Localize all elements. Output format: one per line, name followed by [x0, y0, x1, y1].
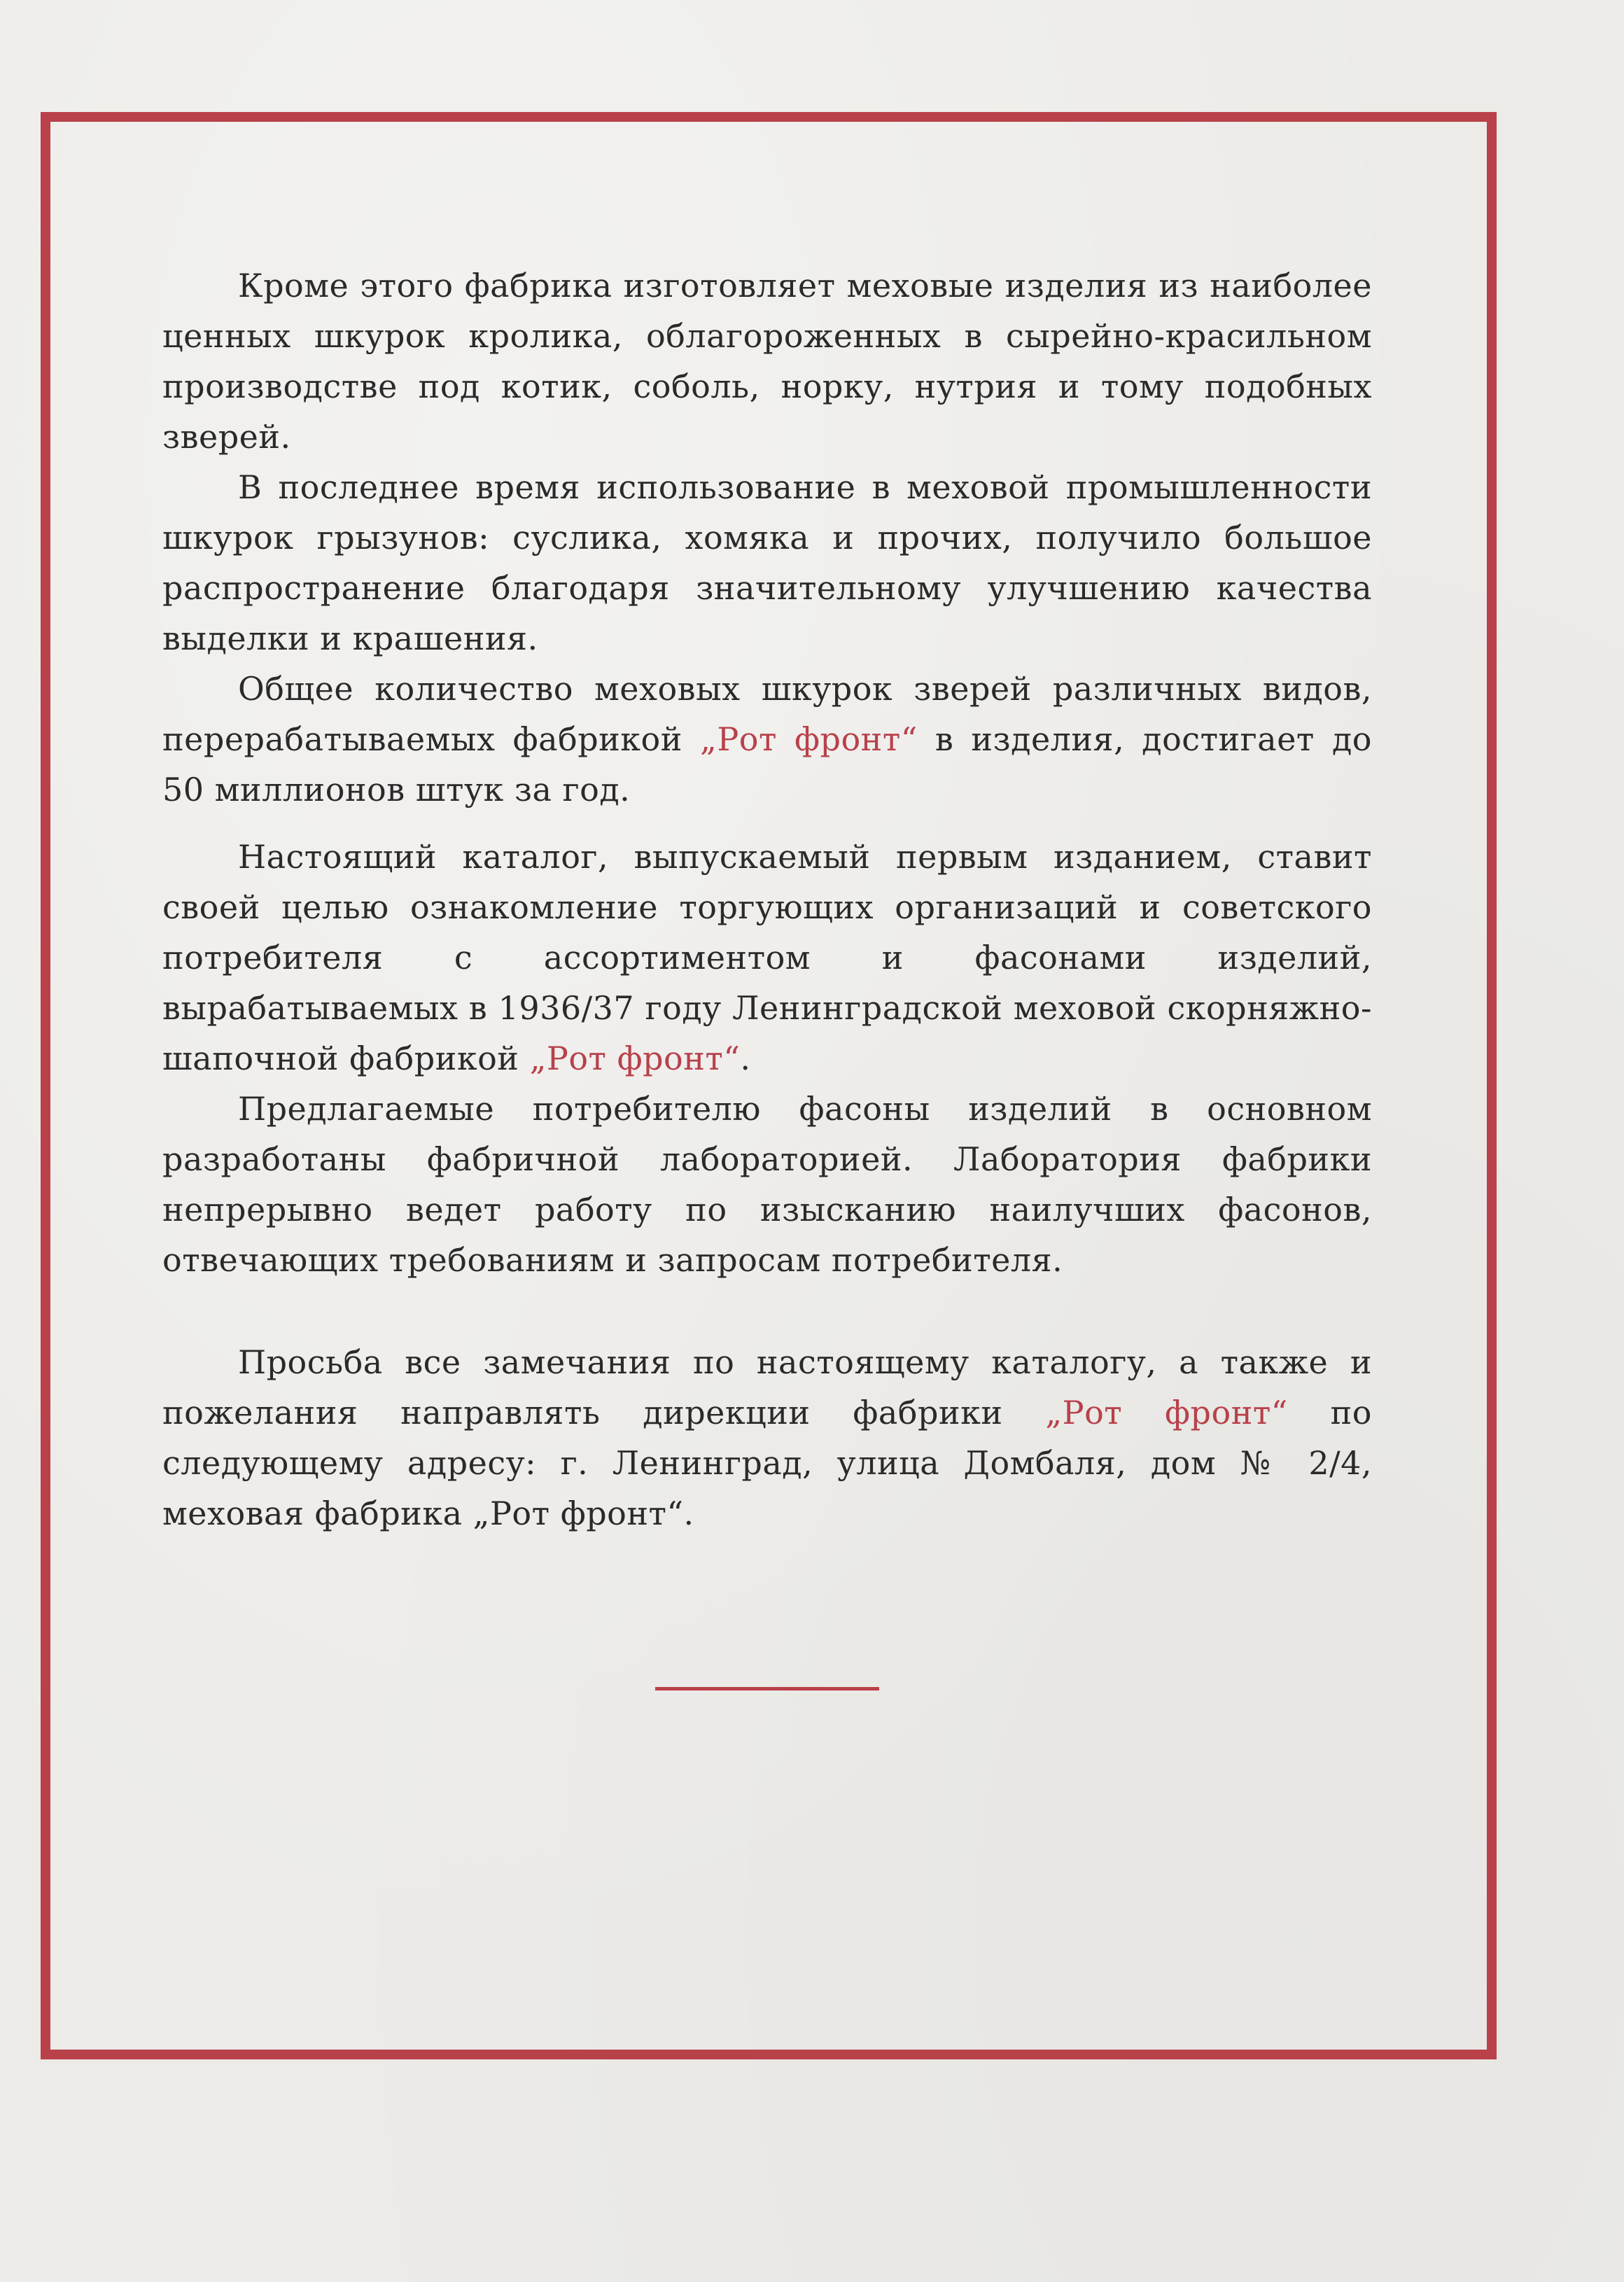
feedback-section [162, 1337, 1372, 1539]
paragraph-laboratory [162, 1084, 1372, 1285]
paragraph-rabbit-furs [162, 260, 1372, 462]
paragraph-catalog-purpose-start: Настоящий каталог, выпускаемый первым изданием, ставит своей целью ознакомление торгующих организаций и советского потребителя с ассортиментом и фасонами изделий, вырабатываемых в 1936/37 году Ленинградской меховой скорняжно-шапочной фабрикой [162, 838, 1372, 1077]
paragraph-catalog-purpose [162, 832, 1372, 1084]
paragraph-laboratory-text: Предлагаемые потребителю фасоны изделий в основном разработаны фабричной лабораторией. Лаборатория фабрики непрерывно ведет работу по изысканию наилучших фасонов, отвечающих требованиям и запросам потребителя. [162, 1090, 1372, 1279]
paragraph-rabbit-furs-text: Кроме этого фабрика изготовляет меховые изделия из наиболее ценных шкурок кролика, облагороженных в сырейно-красильном производстве под котик, соболь, норку, нутрия и тому подобных зверей. [162, 267, 1372, 456]
brand-name-highlight: „Рот фронт“ [1045, 1394, 1288, 1432]
paragraph-total-quantity [162, 664, 1372, 815]
brand-name-highlight: „Рот фронт“ [529, 1040, 741, 1077]
paragraph-rodent-skins [162, 462, 1372, 664]
paragraph-total-quantity-start: Общее количество меховых шкурок зверей различных видов, перерабатываемых фабрикой [162, 670, 1372, 758]
paragraph-feedback-request [162, 1337, 1372, 1539]
intro-section [162, 260, 1372, 815]
red-divider-line [655, 1687, 879, 1690]
paragraph-feedback-start: Просьба все замечания по настоящему каталогу, а также и пожелания направлять дирекции фабрики [162, 1343, 1372, 1432]
paragraph-rodent-skins-text: В последнее время использование в меховой промышленности шкурок грызунов: суслика, хомяка и прочих, получило большое распространение благодаря значительному улучшению качества выделки и крашения. [162, 468, 1372, 657]
paragraph-feedback-address: по следующему адресу: г. Ленинград, улица Домбаля, дом № 2/4, меховая фабрика [162, 1394, 1372, 1532]
paragraph-catalog-purpose-end: . [740, 1040, 751, 1077]
brand-name-highlight: „Рот фронт“ [700, 720, 918, 758]
catalog-purpose-section [162, 832, 1372, 1285]
paragraph-total-quantity-end: в изделия, достигает до 50 миллионов штук за год. [162, 720, 1372, 808]
paragraph-feedback-end: „Рот фронт“. [472, 1494, 694, 1532]
